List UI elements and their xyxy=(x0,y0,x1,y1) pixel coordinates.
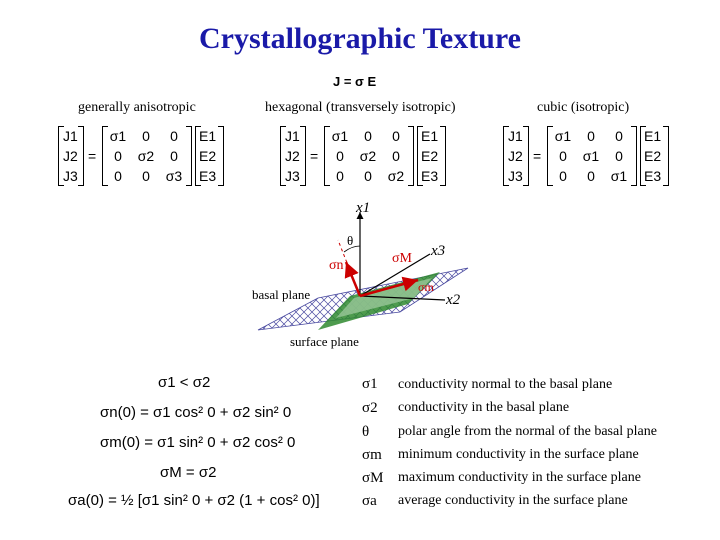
e1-label: E1 xyxy=(644,128,662,144)
x3-label: x3 xyxy=(431,243,446,259)
j1-label: J1 xyxy=(63,128,78,144)
j2-label: J2 xyxy=(285,148,300,164)
formula-sigma-a: σa(0) = ½ [σ1 sin² 0 + σ2 (1 + cos² 0)] xyxy=(68,492,320,509)
e2-label: E2 xyxy=(199,148,217,164)
zero-entry: 0 xyxy=(364,168,372,184)
formula-sigma-M: σM = σ2 xyxy=(160,464,217,481)
diag-entry: σ1 xyxy=(610,168,628,184)
sigma-m-label: σm xyxy=(418,280,434,294)
diag-entry: σ2 xyxy=(359,148,377,164)
legend-symbol: σM xyxy=(362,470,384,486)
ohms-law-equation: J = σ E xyxy=(333,74,377,89)
legend-description: maximum conductivity in the surface plane xyxy=(398,470,641,485)
x2-label: x2 xyxy=(446,292,461,308)
sigma-n-label: σn xyxy=(329,258,344,273)
zero-entry: 0 xyxy=(336,168,344,184)
legend-description: conductivity in the basal plane xyxy=(398,400,570,415)
legend-symbol: θ xyxy=(362,424,370,440)
j1-label: J1 xyxy=(508,128,523,144)
zero-entry: 0 xyxy=(170,148,178,164)
e2-label: E2 xyxy=(644,148,662,164)
j3-label: J3 xyxy=(508,168,523,184)
zero-entry: 0 xyxy=(114,168,122,184)
zero-entry: 0 xyxy=(142,128,150,144)
equals-sign: = xyxy=(88,148,97,164)
diag-entry: σ2 xyxy=(137,148,155,164)
zero-entry: 0 xyxy=(587,128,595,144)
formula-sigma-ordering: σ1 < σ2 xyxy=(158,374,211,391)
e2-label: E2 xyxy=(421,148,439,164)
surface-plane-label: surface plane xyxy=(290,334,359,349)
diag-entry: σ1 xyxy=(109,128,127,144)
page-title: Crystallographic Texture xyxy=(199,22,521,55)
zero-entry: 0 xyxy=(392,128,400,144)
zero-entry: 0 xyxy=(559,168,567,184)
legend-description: minimum conductivity in the surface plane xyxy=(398,447,639,462)
legend-symbol: σm xyxy=(362,447,382,463)
zero-entry: 0 xyxy=(364,128,372,144)
zero-entry: 0 xyxy=(587,168,595,184)
diag-entry: σ1 xyxy=(582,148,600,164)
zero-entry: 0 xyxy=(336,148,344,164)
basal-plane-label: basal plane xyxy=(252,287,311,302)
legend-description: average conductivity in the surface plane xyxy=(398,493,628,508)
zero-entry: 0 xyxy=(170,128,178,144)
case-label-anisotropic: generally anisotropic xyxy=(78,100,196,115)
case-label-hexagonal: hexagonal (transversely isotropic) xyxy=(265,100,456,115)
e1-label: E1 xyxy=(421,128,439,144)
zero-entry: 0 xyxy=(392,148,400,164)
e3-label: E3 xyxy=(644,168,662,184)
zero-entry: 0 xyxy=(615,128,623,144)
j2-label: J2 xyxy=(508,148,523,164)
sigma-M-label: σM xyxy=(392,251,412,266)
x1-label: x1 xyxy=(356,200,371,216)
diag-entry: σ2 xyxy=(387,168,405,184)
zero-entry: 0 xyxy=(114,148,122,164)
zero-entry: 0 xyxy=(559,148,567,164)
legend-description: polar angle from the normal of the basal plane xyxy=(398,424,657,439)
j1-label: J1 xyxy=(285,128,300,144)
formula-sigma-n: σn(0) = σ1 cos² 0 + σ2 sin² 0 xyxy=(100,404,292,421)
zero-entry: 0 xyxy=(142,168,150,184)
e3-label: E3 xyxy=(199,168,217,184)
case-label-cubic: cubic (isotropic) xyxy=(537,100,630,115)
diag-entry: σ1 xyxy=(331,128,349,144)
equals-sign: = xyxy=(533,148,542,164)
j3-label: J3 xyxy=(285,168,300,184)
zero-entry: 0 xyxy=(615,148,623,164)
e3-label: E3 xyxy=(421,168,439,184)
legend-symbol: σ2 xyxy=(362,400,378,416)
j2-label: J2 xyxy=(63,148,78,164)
formula-sigma-m: σm(0) = σ1 sin² 0 + σ2 cos² 0 xyxy=(100,434,296,451)
e1-label: E1 xyxy=(199,128,217,144)
theta-label: θ xyxy=(347,233,354,248)
diag-entry: σ3 xyxy=(165,168,183,184)
legend-symbol: σa xyxy=(362,493,377,509)
equals-sign: = xyxy=(310,148,319,164)
legend-description: conductivity normal to the basal plane xyxy=(398,377,613,392)
legend-symbol: σ1 xyxy=(362,376,378,392)
j3-label: J3 xyxy=(63,168,78,184)
diag-entry: σ1 xyxy=(554,128,572,144)
